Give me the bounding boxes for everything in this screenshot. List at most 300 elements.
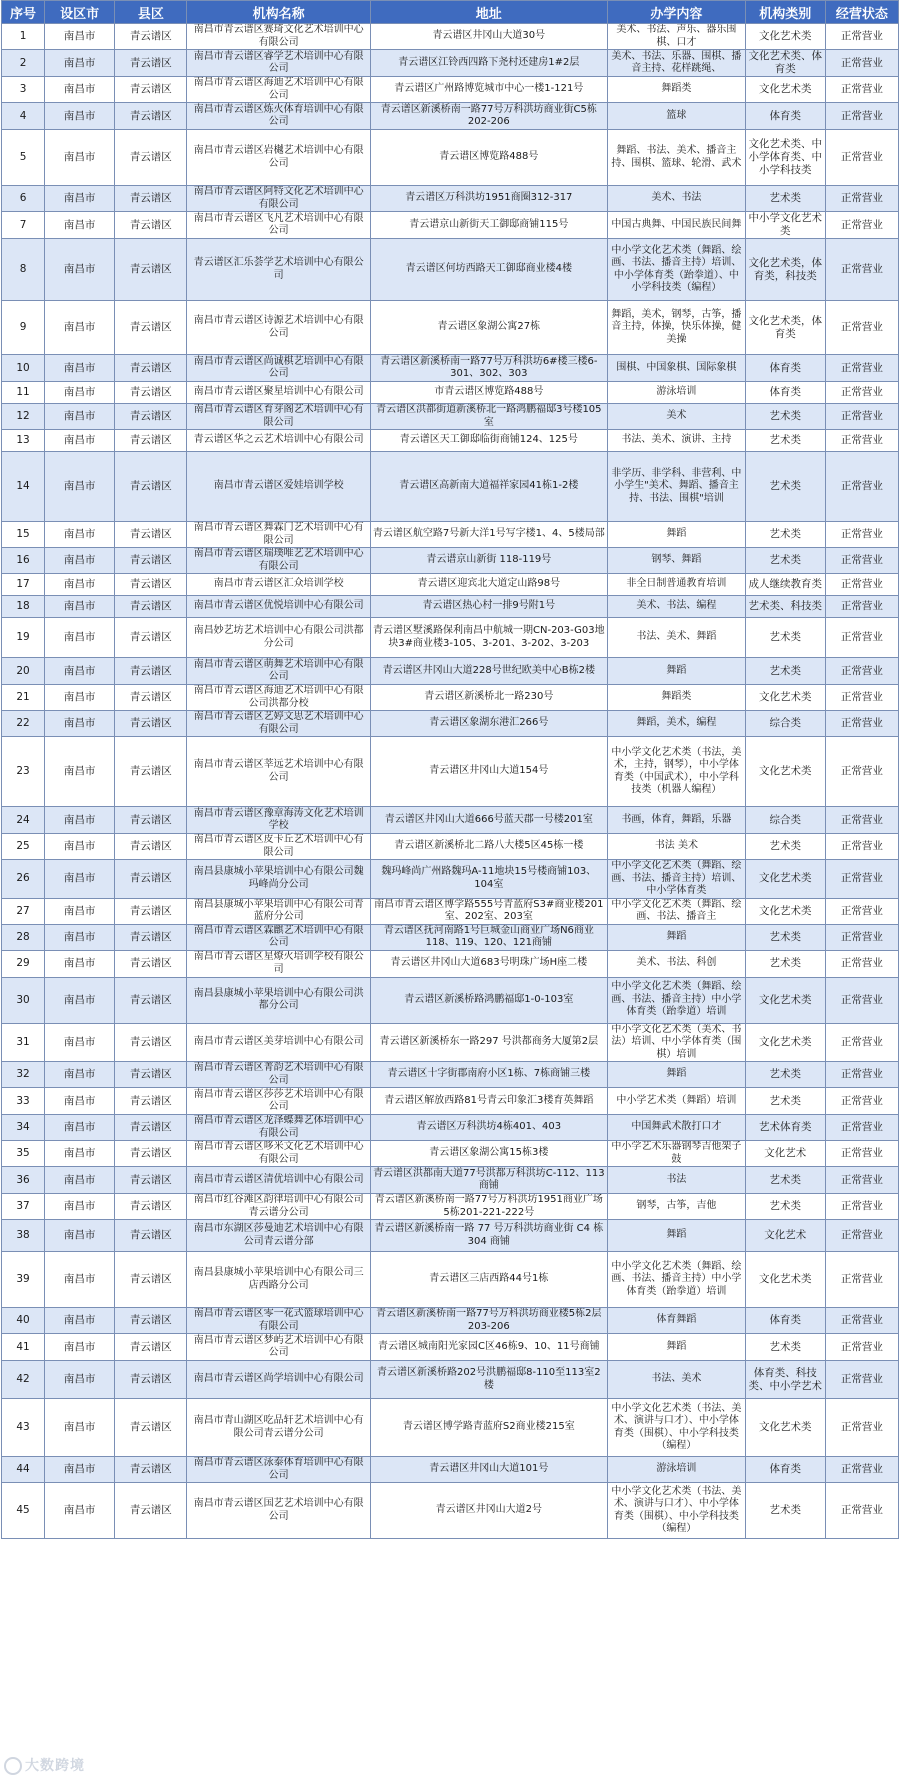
cell-district: 青云谱区 — [115, 1194, 187, 1220]
cell-city: 南昌市 — [45, 382, 115, 404]
cell-num: 39 — [2, 1252, 45, 1308]
cell-city: 南昌市 — [45, 977, 115, 1023]
table-row — [2, 1334, 899, 1361]
cell-type: 文化艺术类，体育类，科技类 — [745, 239, 825, 301]
table-row — [2, 1361, 899, 1399]
cell-status: 正常营业 — [825, 1194, 898, 1220]
cell-district: 青云谱区 — [115, 1399, 187, 1457]
cell-addr: 青云谱区新溪桥北二路八大楼5区45栋一楼 — [370, 834, 607, 860]
cell-content: 美术 — [607, 404, 745, 430]
cell-type: 文化艺术类 — [745, 24, 825, 50]
cell-num: 29 — [2, 950, 45, 977]
table-row — [2, 1252, 899, 1308]
header-cell: 设区市 — [45, 1, 115, 24]
cell-district: 青云谱区 — [115, 77, 187, 103]
cell-name: 青云谱区华之云艺术培训中心有限公司 — [187, 430, 370, 452]
cell-status: 正常营业 — [825, 924, 898, 950]
cell-addr: 青云谱区高新南大道福祥家园41栋1-2楼 — [370, 452, 607, 522]
cell-city: 南昌市 — [45, 50, 115, 77]
cell-type: 文化艺术类 — [745, 1252, 825, 1308]
cell-city: 南昌市 — [45, 834, 115, 860]
cell-type: 文化艺术类 — [745, 737, 825, 807]
cell-status: 正常营业 — [825, 382, 898, 404]
cell-num: 42 — [2, 1361, 45, 1399]
cell-district: 青云谱区 — [115, 658, 187, 685]
cell-status: 正常营业 — [825, 658, 898, 685]
cell-status: 正常营业 — [825, 1483, 898, 1539]
cell-type: 艺术类 — [745, 618, 825, 658]
cell-city: 南昌市 — [45, 1194, 115, 1220]
cell-content: 舞蹈，美术，钢琴，古筝，播音主持，体操，快乐体操，健美操 — [607, 301, 745, 355]
cell-district: 青云谱区 — [115, 452, 187, 522]
cell-name: 南昌妙艺坊艺术培训中心有限公司洪都分公司 — [187, 618, 370, 658]
table-row — [2, 834, 899, 860]
cell-name: 南昌市青云谱区国艺艺术培训中心有限公司 — [187, 1483, 370, 1539]
cell-city: 南昌市 — [45, 924, 115, 950]
cell-city: 南昌市 — [45, 1483, 115, 1539]
cell-city: 南昌市 — [45, 186, 115, 212]
cell-num: 4 — [2, 103, 45, 130]
cell-district: 青云谱区 — [115, 355, 187, 382]
header-cell: 机构名称 — [187, 1, 370, 24]
cell-type: 艺术类 — [745, 1062, 825, 1088]
cell-content: 书法、美术 — [607, 1361, 745, 1399]
cell-num: 14 — [2, 452, 45, 522]
cell-name: 南昌市青云谱区飞凡艺术培训中心有限公司 — [187, 212, 370, 239]
cell-city: 南昌市 — [45, 548, 115, 574]
cell-type: 体育类、科技类、中小学艺术 — [745, 1361, 825, 1399]
cell-type: 艺术类 — [745, 1167, 825, 1194]
cell-content: 游泳培训 — [607, 1457, 745, 1483]
cell-num: 5 — [2, 130, 45, 186]
table-row — [2, 574, 899, 596]
cell-status: 正常营业 — [825, 1141, 898, 1167]
cell-name: 南昌市青云谱区艺婷文思艺术培训中心有限公司 — [187, 711, 370, 737]
table-row — [2, 618, 899, 658]
cell-status: 正常营业 — [825, 212, 898, 239]
cell-num: 37 — [2, 1194, 45, 1220]
table-row — [2, 130, 899, 186]
cell-content: 舞蹈类 — [607, 685, 745, 711]
cell-addr: 青云谱区解放西路81号青云印象汇3楼育英舞蹈 — [370, 1088, 607, 1115]
cell-city: 南昌市 — [45, 1334, 115, 1361]
cell-city: 南昌市 — [45, 522, 115, 548]
cell-addr: 青云谱区井冈山大道30号 — [370, 24, 607, 50]
cell-content: 中小学文化艺术类（书法、美术、演讲与口才）、中小学体育类（围棋）、中小学科技类（编程） — [607, 1399, 745, 1457]
watermark-logo-icon — [4, 1757, 22, 1775]
cell-status: 正常营业 — [825, 950, 898, 977]
cell-name: 南昌市青云谱区霖麒艺术培训中心有限公司 — [187, 924, 370, 950]
cell-addr: 市青云谱区博览路488号 — [370, 382, 607, 404]
cell-type: 艺术类 — [745, 1334, 825, 1361]
cell-name: 南昌市青云谱区梦屿艺术培训中心有限公司 — [187, 1334, 370, 1361]
table-row — [2, 950, 899, 977]
cell-num: 18 — [2, 596, 45, 618]
cell-type: 文化艺术类 — [745, 1399, 825, 1457]
cell-district: 青云谱区 — [115, 950, 187, 977]
cell-district: 青云谱区 — [115, 430, 187, 452]
cell-name: 南昌市青云谱区阿特文化艺术培训中心有限公司 — [187, 186, 370, 212]
cell-district: 青云谱区 — [115, 596, 187, 618]
cell-name: 南昌市青云谱区炼火体育培训中心有限公司 — [187, 103, 370, 130]
cell-name: 南昌市青云谱区诗源艺术培训中心有限公司 — [187, 301, 370, 355]
cell-name: 南昌市东湖区莎曼迪艺术培训中心有限公司青云谱分部 — [187, 1220, 370, 1252]
cell-addr: 青云谱区城南阳光家园C区46栋9、10、11号商铺 — [370, 1334, 607, 1361]
table-row — [2, 77, 899, 103]
cell-num: 45 — [2, 1483, 45, 1539]
cell-district: 青云谱区 — [115, 1167, 187, 1194]
cell-addr: 青云谱区江铃西四路下尧村还建房1#2层 — [370, 50, 607, 77]
cell-status: 正常营业 — [825, 239, 898, 301]
cell-content: 美术、书法、声乐、器乐围棋、口才 — [607, 24, 745, 50]
cell-name: 南昌市青云谱区美芽培训中心有限公司 — [187, 1023, 370, 1062]
cell-district: 青云谱区 — [115, 130, 187, 186]
table-row — [2, 186, 899, 212]
cell-content: 美术、书法、编程 — [607, 596, 745, 618]
cell-name: 南昌市青云谱区海迪艺术培训中心有限公司洪都分校 — [187, 685, 370, 711]
cell-status: 正常营业 — [825, 807, 898, 834]
cell-status: 正常营业 — [825, 596, 898, 618]
cell-addr: 青云谱区井冈山大道666号蓝天郡一号楼201室 — [370, 807, 607, 834]
cell-district: 青云谱区 — [115, 1023, 187, 1062]
cell-type: 文化艺术类 — [745, 898, 825, 924]
cell-district: 青云谱区 — [115, 685, 187, 711]
cell-num: 11 — [2, 382, 45, 404]
cell-type: 艺术类、科技类 — [745, 596, 825, 618]
cell-district: 青云谱区 — [115, 1252, 187, 1308]
cell-district: 青云谱区 — [115, 737, 187, 807]
cell-status: 正常营业 — [825, 1115, 898, 1141]
cell-addr: 青云谱区洪都南大道77号洪都万科洪坊C-112、113商铺 — [370, 1167, 607, 1194]
cell-city: 南昌市 — [45, 1062, 115, 1088]
cell-num: 23 — [2, 737, 45, 807]
cell-district: 青云谱区 — [115, 1483, 187, 1539]
cell-type: 艺术类 — [745, 1483, 825, 1539]
cell-status: 正常营业 — [825, 1062, 898, 1088]
cell-content: 舞蹈 — [607, 658, 745, 685]
cell-addr: 青云谱区井冈山大道154号 — [370, 737, 607, 807]
cell-num: 17 — [2, 574, 45, 596]
cell-name: 南昌市青云谱区尚诚棋艺培训中心有限公司 — [187, 355, 370, 382]
cell-city: 南昌市 — [45, 807, 115, 834]
cell-type: 艺术类 — [745, 430, 825, 452]
cell-city: 南昌市 — [45, 239, 115, 301]
cell-district: 青云谱区 — [115, 860, 187, 899]
table-row — [2, 430, 899, 452]
cell-name: 南昌县康城小苹果培训中心有限公司魏玛峰尚分公司 — [187, 860, 370, 899]
cell-addr: 青云谱区新溪桥南一路77号万科洪坊商业街C5栋202-206 — [370, 103, 607, 130]
cell-status: 正常营业 — [825, 898, 898, 924]
cell-content: 钢琴，古筝，吉他 — [607, 1194, 745, 1220]
cell-district: 青云谱区 — [115, 1141, 187, 1167]
institution-table — [1, 0, 899, 1539]
cell-addr: 青云谱区洪都街道新溪桥北一路鸿鹏福邸3号楼105室 — [370, 404, 607, 430]
cell-num: 41 — [2, 1334, 45, 1361]
cell-content: 中小学艺术乐器钢琴吉他架子鼓 — [607, 1141, 745, 1167]
cell-city: 南昌市 — [45, 1167, 115, 1194]
cell-city: 南昌市 — [45, 685, 115, 711]
cell-type: 体育类 — [745, 1308, 825, 1334]
cell-type: 文化艺术类 — [745, 685, 825, 711]
cell-type: 文化艺术类 — [745, 977, 825, 1023]
cell-status: 正常营业 — [825, 1088, 898, 1115]
cell-name: 南昌市青云谱区汇众培训学校 — [187, 574, 370, 596]
table-row — [2, 452, 899, 522]
cell-city: 南昌市 — [45, 618, 115, 658]
cell-district: 青云谱区 — [115, 186, 187, 212]
table-row — [2, 1457, 899, 1483]
cell-content: 游泳培训 — [607, 382, 745, 404]
cell-name: 南昌市青云谱区尚学培训中心有限公司 — [187, 1361, 370, 1399]
cell-district: 青云谱区 — [115, 1115, 187, 1141]
cell-name: 南昌市青云谱区瑞璞唯艺艺术培训中心有限公司 — [187, 548, 370, 574]
cell-city: 南昌市 — [45, 430, 115, 452]
header-cell: 办学内容 — [607, 1, 745, 24]
table-row — [2, 301, 899, 355]
cell-name: 南昌市青云谱区育芽阁艺术培训中心有限公司 — [187, 404, 370, 430]
table-row — [2, 1194, 899, 1220]
header-cell: 机构类别 — [745, 1, 825, 24]
cell-status: 正常营业 — [825, 24, 898, 50]
table-row — [2, 685, 899, 711]
cell-district: 青云谱区 — [115, 834, 187, 860]
cell-content: 体育舞蹈 — [607, 1308, 745, 1334]
cell-status: 正常营业 — [825, 574, 898, 596]
cell-name: 南昌市青云谱区星燎火培训学校有限公司 — [187, 950, 370, 977]
cell-addr: 青云谱区航空路7号新大洋1号写字楼1、4、5楼局部 — [370, 522, 607, 548]
table-row — [2, 548, 899, 574]
cell-type: 文化艺术类 — [745, 860, 825, 899]
cell-district: 青云谱区 — [115, 382, 187, 404]
cell-content: 舞蹈、书法、美术、播音主持、围棋、篮球、轮滑、武术 — [607, 130, 745, 186]
cell-type: 文化艺术类 — [745, 77, 825, 103]
cell-num: 9 — [2, 301, 45, 355]
cell-type: 文化艺术类、中小学体育类、中小学科技类 — [745, 130, 825, 186]
cell-num: 8 — [2, 239, 45, 301]
table-row — [2, 382, 899, 404]
cell-city: 南昌市 — [45, 898, 115, 924]
cell-content: 中小学文化艺术类（舞蹈、绘画、书法、播音主 — [607, 898, 745, 924]
cell-addr: 青云谱区象湖东港汇266号 — [370, 711, 607, 737]
cell-city: 南昌市 — [45, 404, 115, 430]
cell-num: 13 — [2, 430, 45, 452]
cell-type: 文化艺术 — [745, 1141, 825, 1167]
cell-num: 12 — [2, 404, 45, 430]
cell-num: 28 — [2, 924, 45, 950]
cell-content: 中国古典舞、中国民族民间舞 — [607, 212, 745, 239]
cell-type: 体育类 — [745, 355, 825, 382]
cell-type: 文化艺术类、体育类 — [745, 50, 825, 77]
cell-num: 38 — [2, 1220, 45, 1252]
cell-num: 6 — [2, 186, 45, 212]
cell-status: 正常营业 — [825, 1167, 898, 1194]
cell-status: 正常营业 — [825, 1252, 898, 1308]
cell-addr: 魏玛峰尚广州路魏玛A-11地块15号楼商铺103、104室 — [370, 860, 607, 899]
cell-city: 南昌市 — [45, 574, 115, 596]
table-row — [2, 1483, 899, 1539]
cell-type: 文化艺术类 — [745, 1023, 825, 1062]
cell-name: 南昌市青云谱区海迪艺术培训中心有限公司 — [187, 77, 370, 103]
cell-city: 南昌市 — [45, 1115, 115, 1141]
cell-district: 青云谱区 — [115, 1308, 187, 1334]
cell-num: 1 — [2, 24, 45, 50]
cell-city: 南昌市 — [45, 1399, 115, 1457]
cell-addr: 青云谱京山新街天工御邸商铺115号 — [370, 212, 607, 239]
cell-addr: 青云谱区广州路博览城市中心一楼1-121号 — [370, 77, 607, 103]
cell-num: 24 — [2, 807, 45, 834]
cell-status: 正常营业 — [825, 404, 898, 430]
cell-addr: 青云谱区墅溪路保利南昌中航城一期CN-203-G03地块3#商业楼3-105、3-201、3-202、3-203 — [370, 618, 607, 658]
cell-num: 34 — [2, 1115, 45, 1141]
cell-city: 南昌市 — [45, 596, 115, 618]
cell-city: 南昌市 — [45, 355, 115, 382]
cell-city: 南昌市 — [45, 658, 115, 685]
cell-content: 舞蹈 — [607, 924, 745, 950]
cell-name: 南昌市青云谱区舞霖门艺术培训中心有限公司 — [187, 522, 370, 548]
cell-city: 南昌市 — [45, 1308, 115, 1334]
cell-city: 南昌市 — [45, 452, 115, 522]
table-body — [2, 24, 899, 1539]
cell-city: 南昌市 — [45, 860, 115, 899]
cell-name: 南昌县康城小苹果培训中心有限公司三店西路分公司 — [187, 1252, 370, 1308]
cell-district: 青云谱区 — [115, 50, 187, 77]
cell-status: 正常营业 — [825, 522, 898, 548]
table-row — [2, 596, 899, 618]
cell-city: 南昌市 — [45, 1141, 115, 1167]
cell-district: 青云谱区 — [115, 522, 187, 548]
cell-name: 青云谱区汇乐荟学艺术培训中心有限公司 — [187, 239, 370, 301]
cell-num: 16 — [2, 548, 45, 574]
watermark — [4, 1755, 85, 1775]
cell-addr: 青云谱区万科洪坊4栋401、403 — [370, 1115, 607, 1141]
cell-status: 正常营业 — [825, 301, 898, 355]
cell-content: 书画，体育，舞蹈，乐器 — [607, 807, 745, 834]
cell-num: 15 — [2, 522, 45, 548]
cell-city: 南昌市 — [45, 1252, 115, 1308]
cell-name: 南昌市青云谱区聚星培训中心有限公司 — [187, 382, 370, 404]
cell-num: 31 — [2, 1023, 45, 1062]
cell-num: 22 — [2, 711, 45, 737]
cell-status: 正常营业 — [825, 548, 898, 574]
cell-num: 21 — [2, 685, 45, 711]
cell-addr: 青云谱区新溪桥南一路77号万科洪坊6#楼三楼6-301、302、303 — [370, 355, 607, 382]
cell-content: 中国舞武术散打口才 — [607, 1115, 745, 1141]
cell-type: 艺术类 — [745, 186, 825, 212]
table-row — [2, 1062, 899, 1088]
cell-status: 正常营业 — [825, 50, 898, 77]
cell-content: 美术、书法 — [607, 186, 745, 212]
cell-type: 体育类 — [745, 103, 825, 130]
cell-city: 南昌市 — [45, 1088, 115, 1115]
cell-city: 南昌市 — [45, 711, 115, 737]
cell-num: 27 — [2, 898, 45, 924]
cell-city: 南昌市 — [45, 950, 115, 977]
cell-addr: 青云谱区迎宾北大道定山路98号 — [370, 574, 607, 596]
cell-num: 26 — [2, 860, 45, 899]
cell-status: 正常营业 — [825, 103, 898, 130]
cell-status: 正常营业 — [825, 834, 898, 860]
cell-addr: 青云谱区新溪桥东一路297 号洪都商务大厦第2层 — [370, 1023, 607, 1062]
cell-addr: 青云谱区万科洪坊1951商圈312-317 — [370, 186, 607, 212]
cell-addr: 青云谱区博学路青蓝府S2商业楼215室 — [370, 1399, 607, 1457]
cell-addr: 青云谱区何坊西路天工御邸商业楼4楼 — [370, 239, 607, 301]
cell-name: 南昌市青云谱区莘远艺术培训中心有限公司 — [187, 737, 370, 807]
cell-content: 舞蹈 — [607, 1334, 745, 1361]
cell-city: 南昌市 — [45, 103, 115, 130]
cell-status: 正常营业 — [825, 737, 898, 807]
cell-district: 青云谱区 — [115, 1361, 187, 1399]
cell-addr: 青云谱区抚河南路1号巨城金山商业广场N6商业118、119、120、121商铺 — [370, 924, 607, 950]
table-row — [2, 737, 899, 807]
cell-status: 正常营业 — [825, 1457, 898, 1483]
table-row — [2, 404, 899, 430]
cell-city: 南昌市 — [45, 1220, 115, 1252]
cell-status: 正常营业 — [825, 1220, 898, 1252]
table-row — [2, 860, 899, 899]
table-row — [2, 50, 899, 77]
cell-district: 青云谱区 — [115, 103, 187, 130]
cell-type: 艺术类 — [745, 950, 825, 977]
cell-name: 南昌县康城小苹果培训中心有限公司青蓝府分公司 — [187, 898, 370, 924]
cell-district: 青云谱区 — [115, 301, 187, 355]
cell-type: 艺术类 — [745, 452, 825, 522]
cell-name: 南昌市青云谱区萌舞艺术培训中心有限公司 — [187, 658, 370, 685]
table-row — [2, 924, 899, 950]
cell-num: 20 — [2, 658, 45, 685]
cell-district: 青云谱区 — [115, 1457, 187, 1483]
cell-name: 南昌市青云谱区优悦培训中心有限公司 — [187, 596, 370, 618]
cell-addr: 青云谱区新溪桥南一路77号万科洪坊1951商业广场5栋201-221-222号 — [370, 1194, 607, 1220]
cell-status: 正常营业 — [825, 1334, 898, 1361]
cell-addr: 南昌市青云谱区博学路555号青蓝府S3#商业楼201室、202室、203室 — [370, 898, 607, 924]
table-row — [2, 1399, 899, 1457]
cell-num: 2 — [2, 50, 45, 77]
cell-addr: 青云谱区三店西路44号1栋 — [370, 1252, 607, 1308]
cell-district: 青云谱区 — [115, 1220, 187, 1252]
cell-addr: 青云谱区新溪桥南一路77号万科洪坊商业楼5栋2层203-206 — [370, 1308, 607, 1334]
cell-content: 非学历、非学科、非营利、中小学生"美术、舞蹈、播音主持、书法、围棋"培训 — [607, 452, 745, 522]
cell-addr: 青云谱区井冈山大道101号 — [370, 1457, 607, 1483]
cell-name: 南昌市青云谱区零一花式篮球培训中心有限公司 — [187, 1308, 370, 1334]
cell-content: 中小学文化艺术类（舞蹈、绘画、书法、播音主持）中小学体育类（跆拳道）培训 — [607, 1252, 745, 1308]
cell-type: 文化艺术 — [745, 1220, 825, 1252]
cell-status: 正常营业 — [825, 1399, 898, 1457]
table-row — [2, 1220, 899, 1252]
cell-content: 中小学文化艺术类（美术、书法）培训、中小学体育类（围棋）培训 — [607, 1023, 745, 1062]
cell-addr: 青云谱区新溪桥路鸿鹏福邸1-0-103室 — [370, 977, 607, 1023]
cell-content: 美术、书法、科创 — [607, 950, 745, 977]
cell-content: 围棋、中国象棋、国际象棋 — [607, 355, 745, 382]
cell-name: 南昌市青云谱区岩樾艺术培训中心有限公司 — [187, 130, 370, 186]
cell-type: 艺术体育类 — [745, 1115, 825, 1141]
cell-content: 中小学文化艺术类（书法、美术、演讲与口才）、中小学体育类（围棋）、中小学科技类（编程） — [607, 1483, 745, 1539]
cell-district: 青云谱区 — [115, 977, 187, 1023]
cell-name: 南昌市青云谱区爱娃培训学校 — [187, 452, 370, 522]
cell-status: 正常营业 — [825, 430, 898, 452]
cell-district: 青云谱区 — [115, 404, 187, 430]
cell-status: 正常营业 — [825, 1361, 898, 1399]
cell-addr: 青云谱区象湖公寓15栋3楼 — [370, 1141, 607, 1167]
cell-type: 综合类 — [745, 711, 825, 737]
table-row — [2, 1308, 899, 1334]
cell-addr: 青云谱区新溪桥北一路230号 — [370, 685, 607, 711]
cell-content: 书法 — [607, 1167, 745, 1194]
cell-addr: 青云谱区井冈山大道228号世纪欧美中心B栋2楼 — [370, 658, 607, 685]
cell-content: 中小学文化艺术类（书法，美术，主持，钢琴），中小学体育类（中国武术），中小学科技类（机器人编程） — [607, 737, 745, 807]
cell-content: 中小学文化艺术类（舞蹈、绘画、书法、播音主持）培训、中小学体育类 — [607, 860, 745, 899]
cell-name: 南昌市青云谱区赛琦文化艺术培训中心有限公司 — [187, 24, 370, 50]
cell-type: 体育类 — [745, 382, 825, 404]
